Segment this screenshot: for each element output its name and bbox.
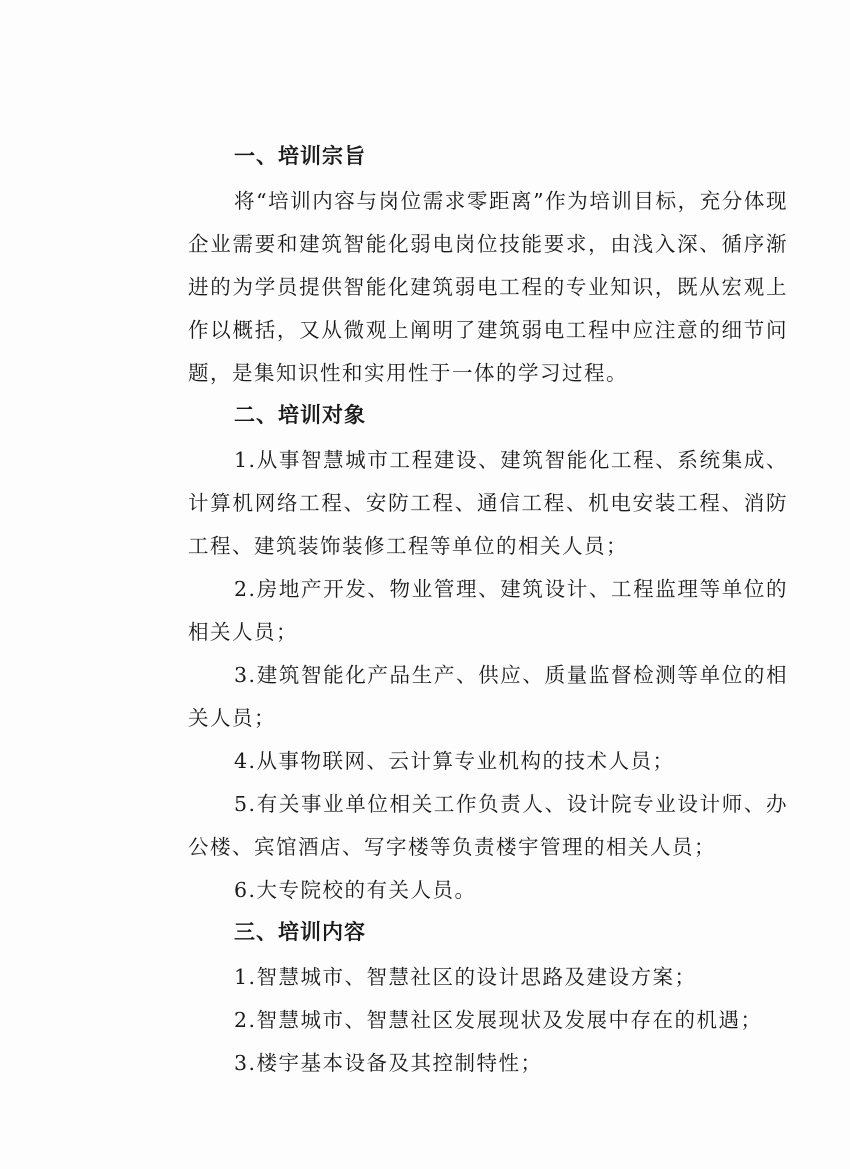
audience-item: 6.大专院校的有关人员。 [234,878,477,902]
purpose-paragraph: 将“培训内容与岗位需求零距离”作为培训目标，充分体现企业需要和建筑智能化弱电岗位技能要求，由浅入深、循序渐进的为学员提供智能化建筑弱电工程的专业知识，既从宏观上作以概括，又从微观上阐明了建筑弱电工程中应注意的细节问题，是集知识性和实用性于一体的学习过程。 [188,189,788,385]
section-training-purpose [188,140,788,395]
audience-item: 2.房地产开发、物业管理、建筑设计、工程监理等单位的相关人员； [188,577,788,644]
content-item: 3.楼宇基本设备及其控制特性； [234,1051,543,1075]
section-heading-purpose: 一、培训宗旨 [234,144,366,168]
audience-item: 5.有关事业单位相关工作负责人、设计院专业设计师、办公楼、宾馆酒店、写字楼等负责楼宇管理的相关人员； [188,792,788,859]
section-training-content [188,916,788,1085]
content-item: 1.智慧城市、智慧社区的设计思路及建设方案； [234,965,697,989]
document-body [188,140,788,1089]
audience-item: 3.建筑智能化产品生产、供应、质量监督检测等单位的相关人员； [188,663,788,730]
audience-item: 1.从事智慧城市工程建设、建筑智能化工程、系统集成、计算机网络工程、安防工程、通信工程、机电安装工程、消防工程、建筑装饰装修工程等单位的相关人员； [188,448,788,558]
content-item: 2.智慧城市、智慧社区发展现状及发展中存在的机遇； [234,1008,763,1032]
section-heading-audience: 二、培训对象 [234,403,366,427]
section-heading-content: 三、培训内容 [234,920,366,944]
audience-item: 4.从事物联网、云计算专业机构的技术人员； [234,749,675,773]
section-training-audience [188,399,788,912]
